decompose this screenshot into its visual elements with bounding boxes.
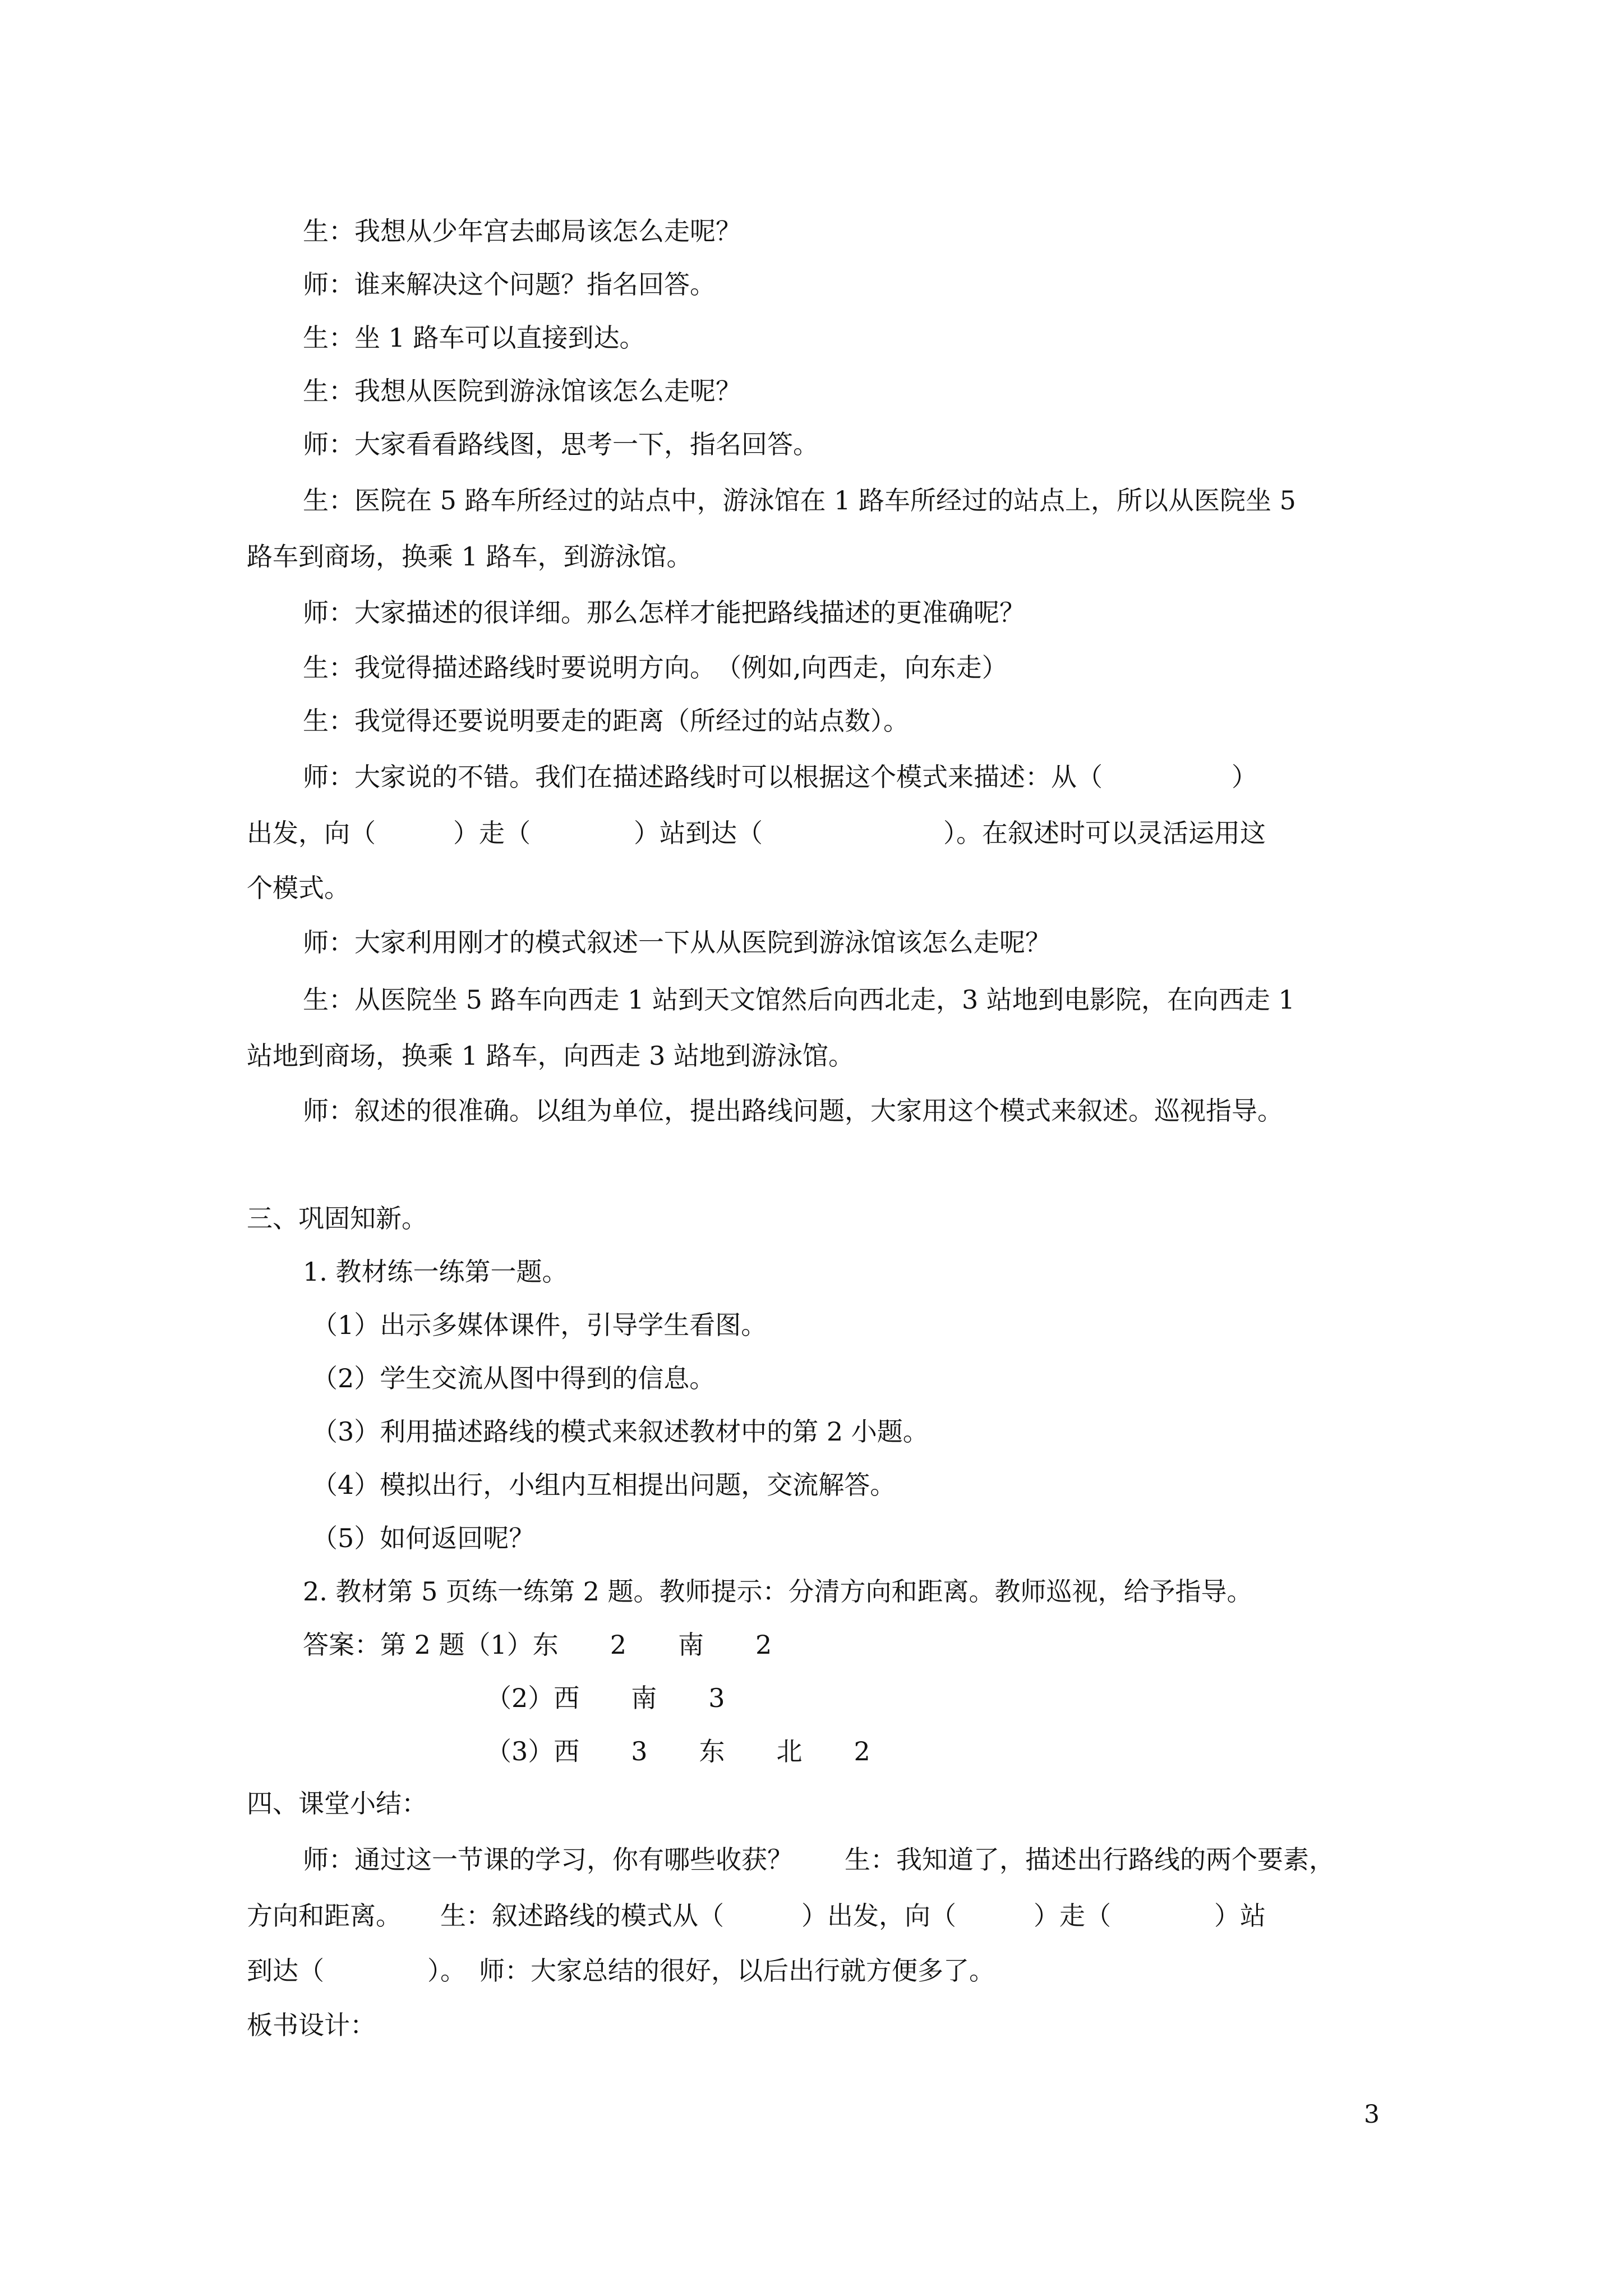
- exercise-subitem: （4）模拟出行，小组内互相提出问题，交流解答。: [312, 1470, 896, 1500]
- dialogue-line-continued: 个模式。: [247, 873, 350, 903]
- dialogue-line-continued: 出发，向（ ）走（ ）站到达（ ）。在叙述时可以灵活运用这: [247, 818, 1266, 848]
- section-heading: 板书设计：: [247, 2010, 376, 2040]
- dialogue-line: 生：从医院坐 5 路车向西走 1 站到天文馆然后向西北走，3 站地到电影院，在向西走 1: [303, 984, 1295, 1015]
- answer-line: 答案：第 2 题（1）东 2 南 2: [303, 1630, 772, 1660]
- dialogue-line: 生：我想从医院到游泳馆该怎么走呢？: [303, 376, 741, 406]
- dialogue-line: 师：大家看看路线图，思考一下，指名回答。: [303, 429, 819, 459]
- exercise-item: 1. 教材练一练第一题。: [303, 1257, 568, 1287]
- dialogue-line-continued: 路车到商场，换乘 1 路车，到游泳馆。: [247, 541, 693, 572]
- dialogue-line: 生：我觉得描述路线时要说明方向。 （例如,向西走，向东走）: [303, 652, 1008, 683]
- dialogue-line: 生：我想从少年宫去邮局该怎么走呢？: [303, 216, 741, 246]
- dialogue-line: 生：医院在 5 路车所经过的站点中，游泳馆在 1 路车所经过的站点上，所以从医院坐 5: [303, 485, 1296, 516]
- dialogue-line-continued: 站地到商场，换乘 1 路车，向西走 3 站地到游泳馆。: [247, 1041, 855, 1071]
- dialogue-line: 师：大家说的不错。我们在描述路线时可以根据这个模式来描述：从（ ）: [303, 762, 1257, 792]
- summary-line-continued: 到达（ ）。 师：大家总结的很好，以后出行就方便多了。: [247, 1955, 995, 1986]
- summary-line-continued: 方向和距离。 生：叙述路线的模式从（ ）出发，向（ ）走（ ）站: [247, 1901, 1266, 1931]
- section-heading: 四、课堂小结：: [247, 1788, 427, 1819]
- dialogue-line: 生：坐 1 路车可以直接到达。: [303, 323, 645, 353]
- answer-line: （2）西 南 3: [486, 1683, 725, 1713]
- answer-line: （3）西 3 东 北 2: [486, 1736, 870, 1766]
- dialogue-line: 师：大家利用刚才的模式叙述一下从从医院到游泳馆该怎么走呢？: [303, 927, 1051, 958]
- dialogue-line: 生：我觉得还要说明要走的距离（所经过的站点数）。: [303, 706, 909, 736]
- exercise-subitem: （3）利用描述路线的模式来叙述教材中的第 2 小题。: [312, 1416, 929, 1447]
- exercise-item: 2. 教材第 5 页练一练第 2 题。教师提示：分清方向和距离。教师巡视，给予指导。: [303, 1576, 1253, 1607]
- section-heading: 三、巩固知新。: [247, 1203, 427, 1234]
- exercise-subitem: （5）如何返回呢？: [312, 1523, 535, 1553]
- summary-line: 师：通过这一节课的学习，你有哪些收获？ 生：我知道了，描述出行路线的两个要素，: [303, 1844, 1335, 1875]
- exercise-subitem: （1）出示多媒体课件，引导学生看图。: [312, 1310, 767, 1340]
- dialogue-line: 师：谁来解决这个问题？指名回答。: [303, 269, 716, 300]
- page-number: 3: [1364, 2100, 1380, 2129]
- dialogue-line: 师：大家描述的很详细。那么怎样才能把路线描述的更准确呢？: [303, 597, 1025, 628]
- dialogue-line: 师：叙述的很准确。以组为单位，提出路线问题，大家用这个模式来叙述。巡视指导。: [303, 1096, 1283, 1126]
- exercise-subitem: （2）学生交流从图中得到的信息。: [312, 1363, 716, 1393]
